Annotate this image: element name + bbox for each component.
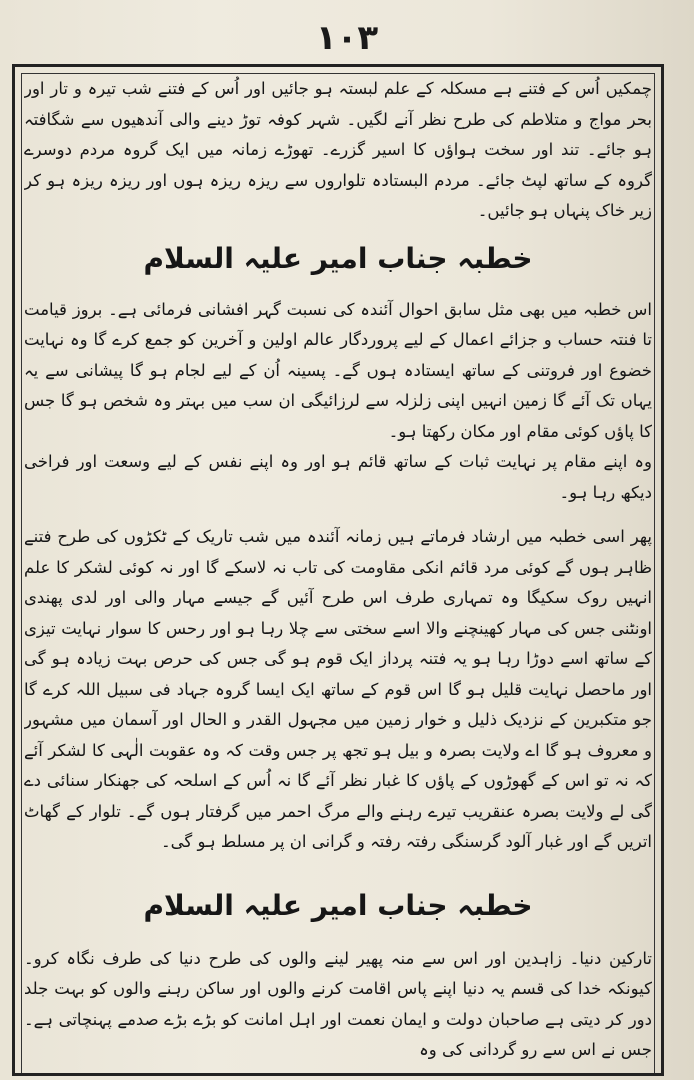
- paragraph-spacer: [24, 508, 652, 522]
- paragraph-3: وہ اپنے مقام پر نہایت ثبات کے ساتھ قائم ہو اور وہ اپنے نفس کے لیے وسعت اور فراخی دیکھ رہا ہو۔: [24, 452, 652, 502]
- intro-paragraph: چمکیں اُس کے فتنے ہے مسکلہ کے علم لبستہ ہو جائیں اور اُس کے فتنے شب تیرہ و تار اور بحر مواج و متلاطم کی طرح نظر آنے لگیں۔ شہر کوفہ توڑ دینے والی آندھیوں سے شگافتہ ہو جائے۔ تند اور سخت ہواؤں کا اسیر گزرے۔ تھوڑے زمانہ میں ایک گروہ مردم دوسرے گروہ کے ساتھ لپٹ جائے۔ مردم البستادہ تلواروں سے ریزہ ریزہ ہوں اور ریزہ ریزہ ہو کر زیر خاک پنہاں ہو جائیں۔: [24, 79, 652, 220]
- section-heading-2: خطبہ جناب امیر علیہ السلام: [143, 888, 533, 922]
- paragraph-4: پھر اسی خطبہ میں ارشاد فرماتے ہیں زمانہ آئندہ میں شب تاریک کے ٹکڑوں کی طرح فتنے ظاہر ہوں گے کوئی مرد قائم انکی مقاومت کی تاب نہ لاسکے گا اور نہ کوئی لشکر کا علم انہیں روک سکیگا وہ تمہاری طرف اس طرح آئیں گے جیسے مہار والی اور لدی پھندی اونٹنی جس کی مہار کھینچنے والا اسے سختی سے چلا رہا ہو اور رحس کا سوار نہایت تیزی کے ساتھ اسے دوڑا رہا ہو یہ فتنہ پرداز ایک قوم ہو گی جس کی حرص بہت زیادہ ہو گی اور ماحصل نہایت قلیل ہو گا اس قوم کے ساتھ ایک ایسا گروہ جہاد فی سبیل اللہ کرے گا جو متکبرین کے نزدیک ذلیل و خوار زمین میں مجہول القدر و الحال اور آسمان میں مشہور و معروف ہو گا اے ولایت بصرہ و بیل ہو تجھ پر جس وقت کہ وہ عقوبت الٰہی کا لشکر آئے کہ نہ تو اس کے گھوڑوں کے پاؤں کا غبار نظر آئے گا نہ اُس کے اسلحہ کی جھنکار سنائی دے گی لے ولایت بصرہ عنقریب تیرے رہنے والے مرگ احمر میں گرفتار ہوں گے۔ تلوار کے گھاٹ اتریں گے اور غبار آلود گرسنگی رفتہ رفتہ و گرانی ان پر مسلط ہو گی۔: [24, 527, 652, 851]
- paragraph-2: اس خطبہ میں بھی مثل سابق احوال آئندہ کی نسبت گہر افشانی فرمائی ہے۔ بروز قیامت تا فنتہ حساب و جزائے اعمال کے لیے پروردگار عالم اولین و آخرین کو جمع کرے گا وہ نہایت خضوع اور فروتنی کے ساتھ ایستادہ ہوں گے۔ پسینہ اُن کے لیے لجام ہو گا پیشانی سے یہ یہاں تک آئے گا زمین انہیں اپنی زلزلہ سے لرزائیگی ان سب میں بہتر وہ شخص ہو گا جس کا پاؤں کوئی مقام اور مکان رکھتا ہو۔: [24, 299, 652, 441]
- page-number: ١٠٣: [315, 18, 379, 58]
- paragraph-5: تارکین دنیا۔ زاہدین اور اس سے منہ پھیر لینے والوں کی طرح دنیا کی طرف نگاہ کرو۔ کیونکہ خدا کی قسم یہ دنیا اپنے پاس اقامت کرنے والوں اور ساکن رہنے والوں کو بہت جلد دور کر دیتی ہے صاحبان دولت و ایمان نعمت اور اہل امانت کو بڑے بڑے صدمے پہنچاتی ہے۔ جس نے اس سے رو گردانی کی وہ: [24, 948, 652, 1059]
- section-heading-1: خطبہ جناب امیر علیہ السلام: [143, 241, 533, 275]
- page-text-body: [24, 72, 652, 1072]
